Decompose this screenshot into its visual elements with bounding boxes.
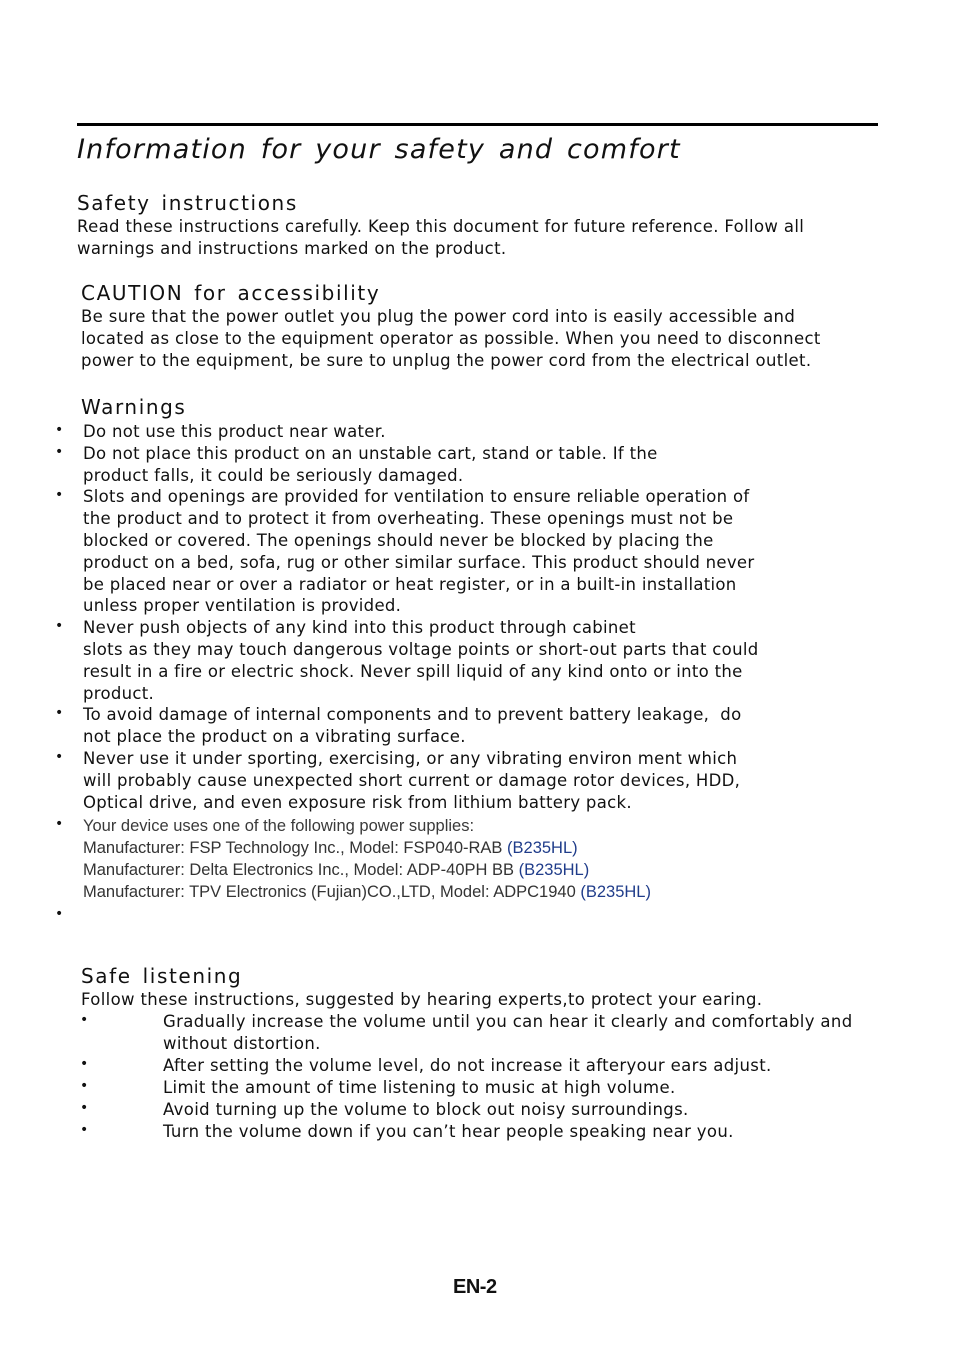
manufacturer-line: Manufacturer: Delta Electronics Inc., Model: ADP-40PH BB (B235HL) [83, 861, 590, 879]
warnings-heading: Warnings [81, 395, 187, 419]
warning-item-line: To avoid damage of internal components and to prevent battery leakage, do [83, 705, 742, 725]
listening-item-line: Limit the amount of time listening to music at high volume. [163, 1078, 676, 1097]
listening-intro: Follow these instructions, suggested by hearing experts,to protect your earing. [81, 990, 763, 1009]
warning-item-line: not place the product on a vibrating surface. [83, 727, 466, 747]
page-number: EN-2 [453, 1276, 497, 1298]
page-title: Information for your safety and comfort [77, 134, 681, 165]
manufacturer-line: Manufacturer: TPV Electronics (Fujian)CO.,LTD, Model: ADPC1940 (B235HL) [83, 883, 651, 901]
warning-item-line: Slots and openings are provided for ventilation to ensure reliable operation of [83, 487, 750, 507]
manufacturer-line: Manufacturer: FSP Technology Inc., Model: FSP040-RAB (B235HL) [83, 839, 578, 857]
list-bullet: • [80, 1012, 89, 1028]
warning-item-line: Do not place this product on an unstable cart, stand or table. If the [83, 443, 658, 463]
model-tag: (B235HL) [507, 839, 578, 857]
warning-item-line: product. [83, 683, 155, 703]
warning-item-line: Never push objects of any kind into this product through cabinet [83, 618, 636, 638]
listening-item-line: without distortion. [163, 1034, 321, 1053]
top-rule [77, 123, 878, 126]
warning-item-line: will probably cause unexpected short current or damage rotor devices, HDD, [83, 770, 741, 790]
warning-item-line: the product and to protect it from overheating. These openings must not be [83, 509, 734, 529]
list-bullet: • [80, 1078, 89, 1094]
power-supplies-intro: Your device uses one of the following power supplies: [83, 817, 475, 835]
safety-line-2: warnings and instructions marked on the product. [77, 239, 507, 258]
warning-item-line: product falls, it could be seriously damaged. [83, 465, 464, 485]
warning-item-line: blocked or covered. The openings should never be blocked by placing the [83, 531, 714, 550]
list-bullet: • [55, 906, 64, 922]
model-tag: (B235HL) [518, 861, 590, 879]
warning-item-line: Never use it under sporting, exercising, or any vibrating environ ment which [83, 749, 738, 768]
list-bullet: • [80, 1100, 89, 1116]
listening-heading: Safe listening [81, 964, 243, 988]
caution-line-3: power to the equipment, be sure to unplug the power cord from the electrical outlet. [81, 351, 812, 370]
list-bullet: • [80, 1122, 89, 1138]
caution-line-2: located as close to the equipment operator as possible. When you need to disconnect [81, 329, 821, 348]
model-tag: (B235HL) [580, 883, 651, 901]
safety-line-1: Read these instructions carefully. Keep this document for future reference. Follow all [77, 217, 805, 236]
listening-item-line: After setting the volume level, do not increase it afteryour ears adjust. [163, 1056, 772, 1075]
warning-item-line: Optical drive, and even exposure risk from lithium battery pack. [83, 792, 632, 812]
list-bullet: • [55, 705, 64, 722]
warning-item-line: unless proper ventilation is provided. [83, 596, 402, 616]
list-bullet: • [55, 749, 64, 765]
caution-heading: CAUTION for accessibility [81, 281, 381, 305]
list-bullet: • [80, 1056, 89, 1072]
list-bullet: • [55, 816, 64, 832]
safety-heading: Safety instructions [77, 191, 298, 215]
listening-item-line: Turn the volume down if you can’t hear people speaking near you. [163, 1122, 734, 1141]
list-bullet: • [55, 443, 64, 460]
warning-item-line: be placed near or over a radiator or heat register, or in a built-in installation [83, 574, 737, 594]
list-bullet: • [55, 487, 64, 504]
warning-item-line: slots as they may touch dangerous voltage points or short-out parts that could [83, 640, 759, 659]
listening-item-line: Avoid turning up the volume to block out noisy surroundings. [163, 1100, 689, 1119]
warning-item-line: result in a fire or electric shock. Never spill liquid of any kind onto or into the [83, 661, 743, 681]
warning-item-line: product on a bed, sofa, rug or other similar surface. This product should never [83, 552, 755, 572]
list-bullet: • [55, 618, 64, 635]
caution-line-1: Be sure that the power outlet you plug the power cord into is easily accessible and [81, 307, 796, 326]
listening-item-line: Gradually increase the volume until you can hear it clearly and comfortably and [163, 1012, 853, 1031]
list-bullet: • [55, 422, 64, 438]
warning-item-line: Do not use this product near water. [83, 422, 386, 441]
